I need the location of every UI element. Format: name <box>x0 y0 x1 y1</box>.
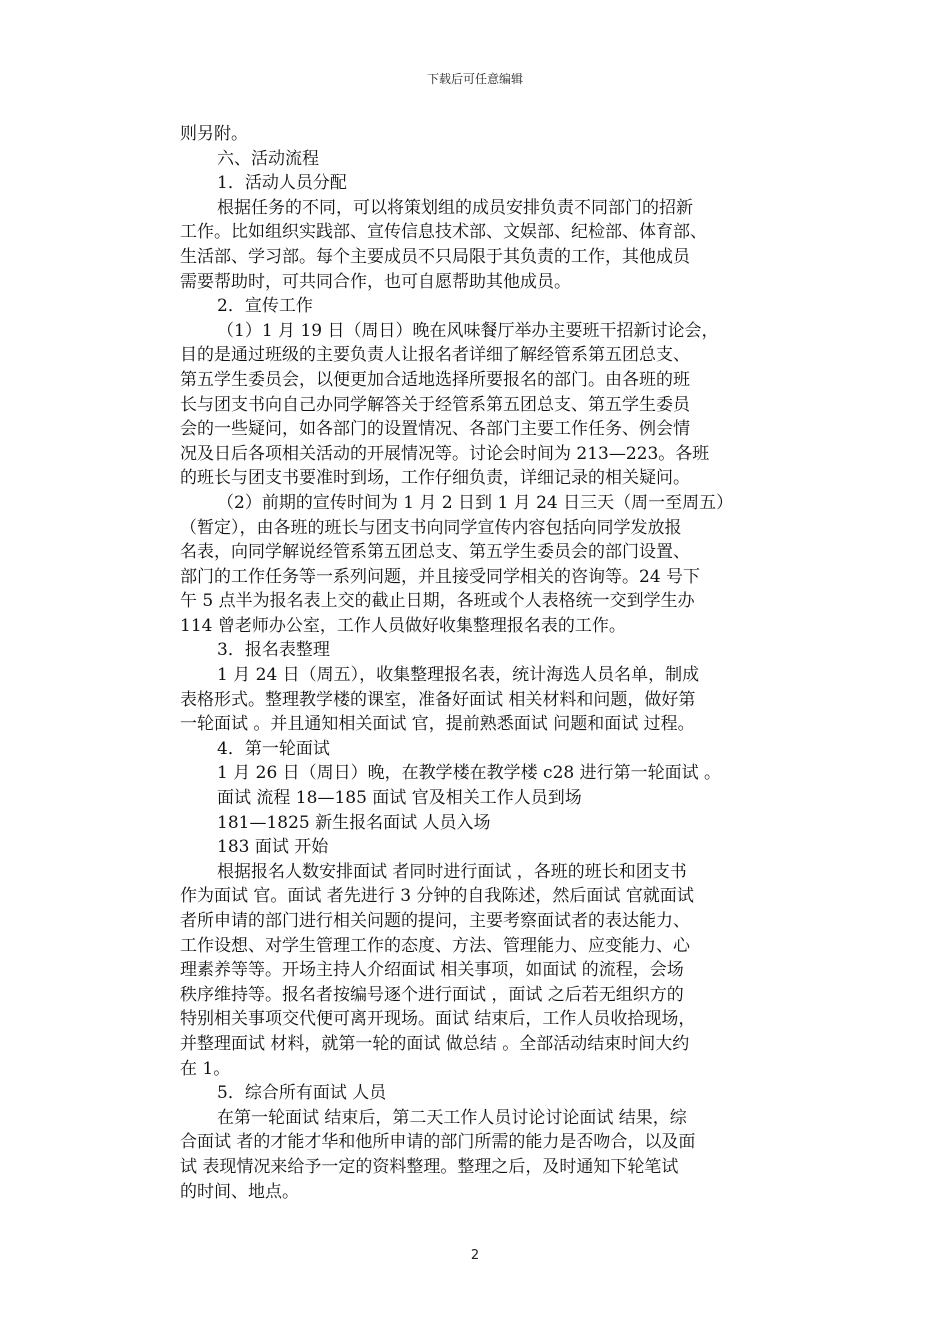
text-line: （2）前期的宣传时间为 1 月 2 日到 1 月 24 日三天（周一至周五） <box>217 492 734 513</box>
text-line: 1 月 26 日（周日）晚，在教学楼在教学楼 c28 进行第一轮面试 。 <box>217 763 722 784</box>
text-line: 第五学生委员会，以便更加合适地选择所要报名的部门。由各班的班 <box>180 369 690 390</box>
text-line: 特别相关事项交代便可离开现场。面试 结束后，工作人员收拾现场， <box>180 1009 696 1030</box>
text-line: 工作。比如组织实践部、宣传信息技术部、文娱部、纪检部、体育部、 <box>180 222 707 243</box>
text-line: 根据任务的不同，可以将策划组的成员安排负责不同部门的招新 <box>217 197 693 218</box>
text-line: 需要帮助时，可共同合作，也可自愿帮助其他成员。 <box>180 271 571 292</box>
text-line: 名表，向同学解说经管系第五团总支、第五学生委员会的部门设置、 <box>180 542 690 563</box>
text-line: 181—1825 新生报名面试 人员入场 <box>217 812 491 833</box>
text-line: 4．第一轮面试 <box>217 738 330 759</box>
text-line: 3．报名表整理 <box>217 640 330 661</box>
text-line: 一轮面试 。并且通知相关面试 官，提前熟悉面试 问题和面试 过程。 <box>180 714 695 735</box>
page-header: 下载后可任意编辑 <box>426 72 523 86</box>
text-line: 的班长与团支书要准时到场，工作仔细负责，详细记录的相关疑问。 <box>180 468 690 489</box>
text-line: 在 1。 <box>180 1058 231 1079</box>
text-line: 理素养等等。开场主持人介绍面试 相关事项，如面试 的流程，会场 <box>180 960 684 981</box>
text-line: 工作设想、对学生管理工作的态度、方法、管理能力、应变能力、心 <box>180 935 690 956</box>
text-line: 生活部、学习部。每个主要成员不只局限于其负责的工作，其他成员 <box>180 246 690 267</box>
text-line: 的时间、地点。 <box>180 1181 299 1202</box>
text-line: 114 曾老师办公室，工作人员做好收集整理报名表的工作。 <box>180 615 626 636</box>
text-line: （1）1 月 19 日（周日）晚在风味餐厅举办主要班干招新讨论会， <box>217 320 719 341</box>
text-line: 作为面试 官。面试 者先进行 3 分钟的自我陈述，然后面试 官就面试 <box>180 886 694 907</box>
text-line: 在第一轮面试 结束后，第二天工作人员讨论讨论面试 结果，综 <box>217 1107 687 1128</box>
text-line: 会的一些疑问，如各部门的设置情况、各部门主要工作任务、例会情 <box>180 419 690 440</box>
text-line: 183 面试 开始 <box>217 837 329 858</box>
text-line: 5．综合所有面试 人员 <box>217 1083 387 1104</box>
text-line: 况及日后各项相关活动的开展情况等。讨论会时间为 213—223。各班 <box>180 443 710 464</box>
text-line: 秩序维持等。报名者按编号逐个进行面试 ，面试 之后若无组织方的 <box>180 984 684 1005</box>
text-line: 部门的工作任务等一系列问题，并且接受同学相关的咨询等。24 号下 <box>180 566 701 587</box>
text-line: 表格形式。整理教学楼的课室，准备好面试 相关材料和问题，做好第 <box>180 689 696 710</box>
text-line: 面试 流程 18—185 面试 官及相关工作人员到场 <box>217 788 582 809</box>
text-line: 午 5 点半为报名表上交的截止日期，各班或个人表格统一交到学生办 <box>180 591 695 612</box>
text-line: 则另附。 <box>180 124 248 144</box>
text-line: 1 月 24 日（周五），收集整理报名表，统计海选人员名单，制成 <box>217 665 700 686</box>
document-body <box>180 122 770 1204</box>
text-line: （暂定），由各班的班长与团支书向同学宣传内容包括向同学发放报 <box>180 517 682 538</box>
text-line: 根据报名人数安排面试 者同时进行面试 ，各班的班长和团支书 <box>217 861 687 882</box>
text-line: 六、活动流程 <box>217 148 319 169</box>
text-line: 长与团支书向自己办同学解答关于经管系第五团总支、第五学生委员 <box>180 394 690 415</box>
text-line: 2．宣传工作 <box>217 296 313 317</box>
text-line: 目的是通过班级的主要负责人让报名者详细了解经管系第五团总支、 <box>180 345 690 366</box>
text-line: 1．活动人员分配 <box>217 173 347 194</box>
text-line: 并整理面试 材料，就第一轮的面试 做总结 。全部活动结束时间大约 <box>180 1033 690 1054</box>
text-line: 者所申请的部门进行相关问题的提问，主要考察面试者的表达能力、 <box>180 911 690 931</box>
text-line: 试 表现情况来给予一定的资料整理。整理之后，及时通知下轮笔试 <box>180 1156 679 1177</box>
page-number: 2 <box>470 1248 480 1263</box>
text-line: 合面试 者的才能才华和他所申请的部门所需的能力是否吻合，以及面 <box>180 1132 696 1153</box>
